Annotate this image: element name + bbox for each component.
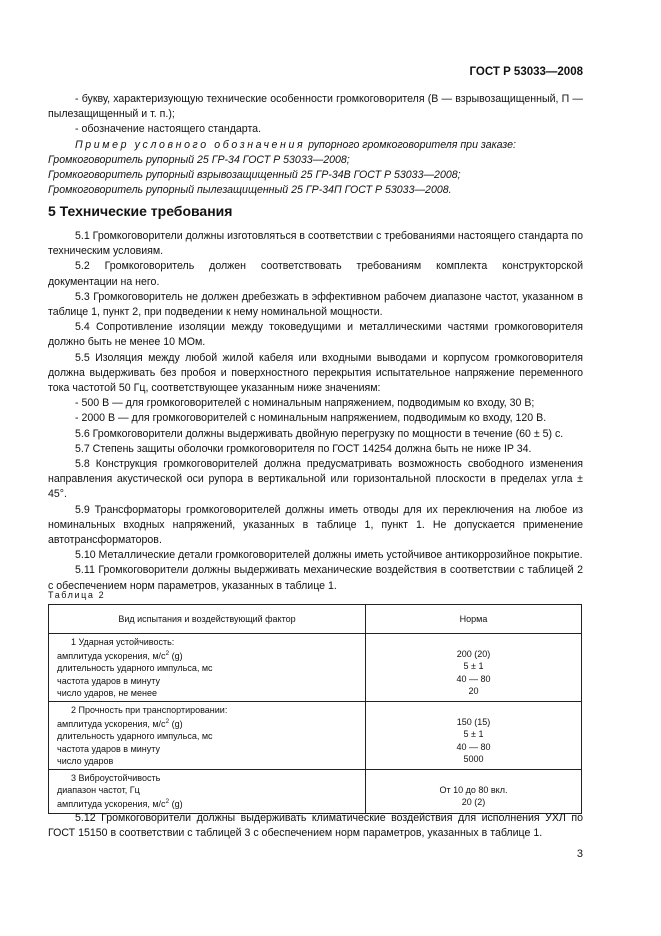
intro-line-letter: - букву, характеризующую технические особенности громкоговорителя (В — взрывозащищенный, П — пылезащищенный и т. п.); — [48, 93, 583, 121]
para-5-12: 5.12 Громкоговорители должны выдерживать климатические воздействия для исполнения УХЛ по ГОСТ 15150 в соответствии с таблицей 3 с обеспечением норм параметров, указанных в таблице 1. — [48, 812, 583, 840]
example-1: Громкоговоритель рупорный 25 ГР-34 ГОСТ Р 53033—2008; — [48, 153, 350, 166]
row-2-count: число ударов — [57, 755, 114, 766]
row-1-v-rate: 40 — 80 — [456, 673, 491, 684]
table-col-norm: Норма — [366, 605, 582, 634]
example-heading-spaced: Пример условного обозначения — [75, 138, 306, 151]
row-3-freq: диапазон частот, Гц — [57, 785, 140, 796]
para-5-10: 5.10 Металлические детали громкоговорителей должны иметь устойчивое антикоррозийное покрытие. — [75, 549, 583, 562]
para-5-5-b: - 2000 В — для громкоговорителей с номинальным напряжением, подводимым ко входу, 120 В. — [75, 412, 547, 425]
para-5-11: 5.11 Громкоговорители должны выдерживать механические воздействия в соответствии с таблицей 2 с обеспечением норм параметров, указанных в таблице 1. — [48, 564, 583, 592]
intro-block — [48, 92, 583, 198]
row-2-factors — [49, 702, 366, 770]
row-2-v-duration: 5 ± 1 — [463, 729, 484, 740]
para-5-2: 5.2 Громкоговоритель должен соответствовать требованиям комплекта конструкторской документации на него. — [48, 260, 583, 288]
para-5-7: 5.7 Степень защиты оболочки громкоговорителя по ГОСТ 14254 должна быть не ниже IP 34. — [75, 442, 532, 455]
closing-block — [48, 811, 583, 841]
row-2-v-count: 5000 — [463, 753, 484, 764]
row-1-factors — [49, 634, 366, 702]
row-3-factors — [49, 770, 366, 814]
row-2-duration: длительность ударного импульса, мс — [57, 731, 213, 742]
row-3-title: 3 Виброустойчивость — [71, 773, 161, 784]
table-2 — [48, 604, 582, 814]
para-5-5: 5.5 Изоляция между любой жилой кабеля или входными выводами и корпусом громкоговорителя должна выдерживать без пробоя и поверхностного перекрытия испытательное напряжение переменного тока частотой 50 Гц, соответствующее указанным ниже значениям: — [48, 351, 583, 395]
table-row — [49, 702, 582, 770]
row-2-accel: амплитуда ускорения, $м/с^2$ (g) — [57, 718, 183, 730]
example-2: Громкоговоритель рупорный взрывозащищенный 25 ГР-34В ГОСТ Р 53033—2008; — [48, 169, 461, 182]
row-1-count: число ударов, не менее — [57, 687, 157, 698]
row-1-duration: длительность ударного импульса, мс — [57, 663, 213, 674]
table-header-row — [49, 605, 582, 634]
row-1-title: 1 Ударная устойчивость: — [71, 637, 175, 647]
intro-line-standard: - обозначение настоящего стандарта. — [75, 123, 262, 136]
example-heading-rest: рупорного громкоговорителя при заказе: — [305, 138, 516, 151]
example-heading — [48, 138, 583, 153]
para-5-5-a: - 500 В — для громкоговорителей с номинальным напряжением, подводимым ко входу, 30 В; — [75, 397, 535, 410]
row-3-accel: амплитуда ускорения, $м/с^2$ (g) — [57, 798, 183, 810]
standard-header: ГОСТ Р 53033—2008 — [469, 66, 583, 78]
para-5-9: 5.9 Трансформаторы громкоговорителей должны иметь отводы для их переключения на любое из номинальных входных напряжений, указанных в таблице 1, пункт 1. Не допускается применение автотрансформаторов. — [48, 503, 583, 547]
page-number: 3 — [576, 848, 583, 860]
para-5-4: 5.4 Сопротивление изоляции между токоведущими и металлическими частями громкоговорителя должно быть не менее 10 МОм. — [48, 321, 583, 349]
para-5-6: 5.6 Громкоговорители должны выдерживать двойную перегрузку по мощности в течение (60 ± 5) с. — [75, 427, 564, 440]
row-1-accel: амплитуда ускорения, $м/с^2$ (g) — [57, 650, 183, 662]
row-3-v-freq: От 10 до 80 вкл. — [439, 785, 508, 796]
requirements-block — [48, 229, 583, 594]
row-2-title: 2 Прочность при транспортировании: — [71, 705, 228, 716]
row-1-v-accel: 200 (20) — [456, 649, 491, 660]
table-row — [49, 770, 582, 814]
row-1-v-duration: 5 ± 1 — [463, 661, 484, 672]
row-2-rate: частота ударов в минуту — [57, 743, 160, 754]
row-1-values — [366, 634, 582, 702]
row-2-values — [366, 702, 582, 770]
section-title: 5 Технические требования — [48, 203, 233, 219]
table-row — [49, 634, 582, 702]
table-2-caption: Таблица 2 — [48, 590, 106, 600]
row-2-v-rate: 40 — 80 — [456, 741, 491, 752]
row-1-v-count: 20 — [468, 685, 479, 696]
example-3: Громкоговоритель рупорный пылезащищенный 25 ГР-34П ГОСТ Р 53033—2008. — [48, 184, 452, 197]
para-5-3: 5.3 Громкоговоритель не должен дребезжать в эффективном рабочем диапазоне частот, указанном в таблице 1, пункт 2, при подведении к нему номинальной мощности. — [48, 290, 583, 319]
table-col-factor: Вид испытания и воздействующий фактор — [49, 605, 366, 634]
para-5-1: 5.1 Громкоговорители должны изготовляться в соответствии с требованиями настоящего стандарта по техническим условиям. — [48, 230, 583, 258]
row-2-v-accel: 150 (15) — [456, 717, 491, 728]
para-5-8: 5.8 Конструкция громкоговорителей должна предусматривать возможность свободного изменения направления акустической оси рупора в вертикальной или горизонтальной плоскости в пределах угла ± 45°. — [48, 458, 583, 501]
row-1-rate: частота ударов в минуту — [57, 675, 160, 686]
row-3-values — [366, 770, 582, 814]
row-3-v-accel: 20 (2) — [461, 797, 486, 808]
